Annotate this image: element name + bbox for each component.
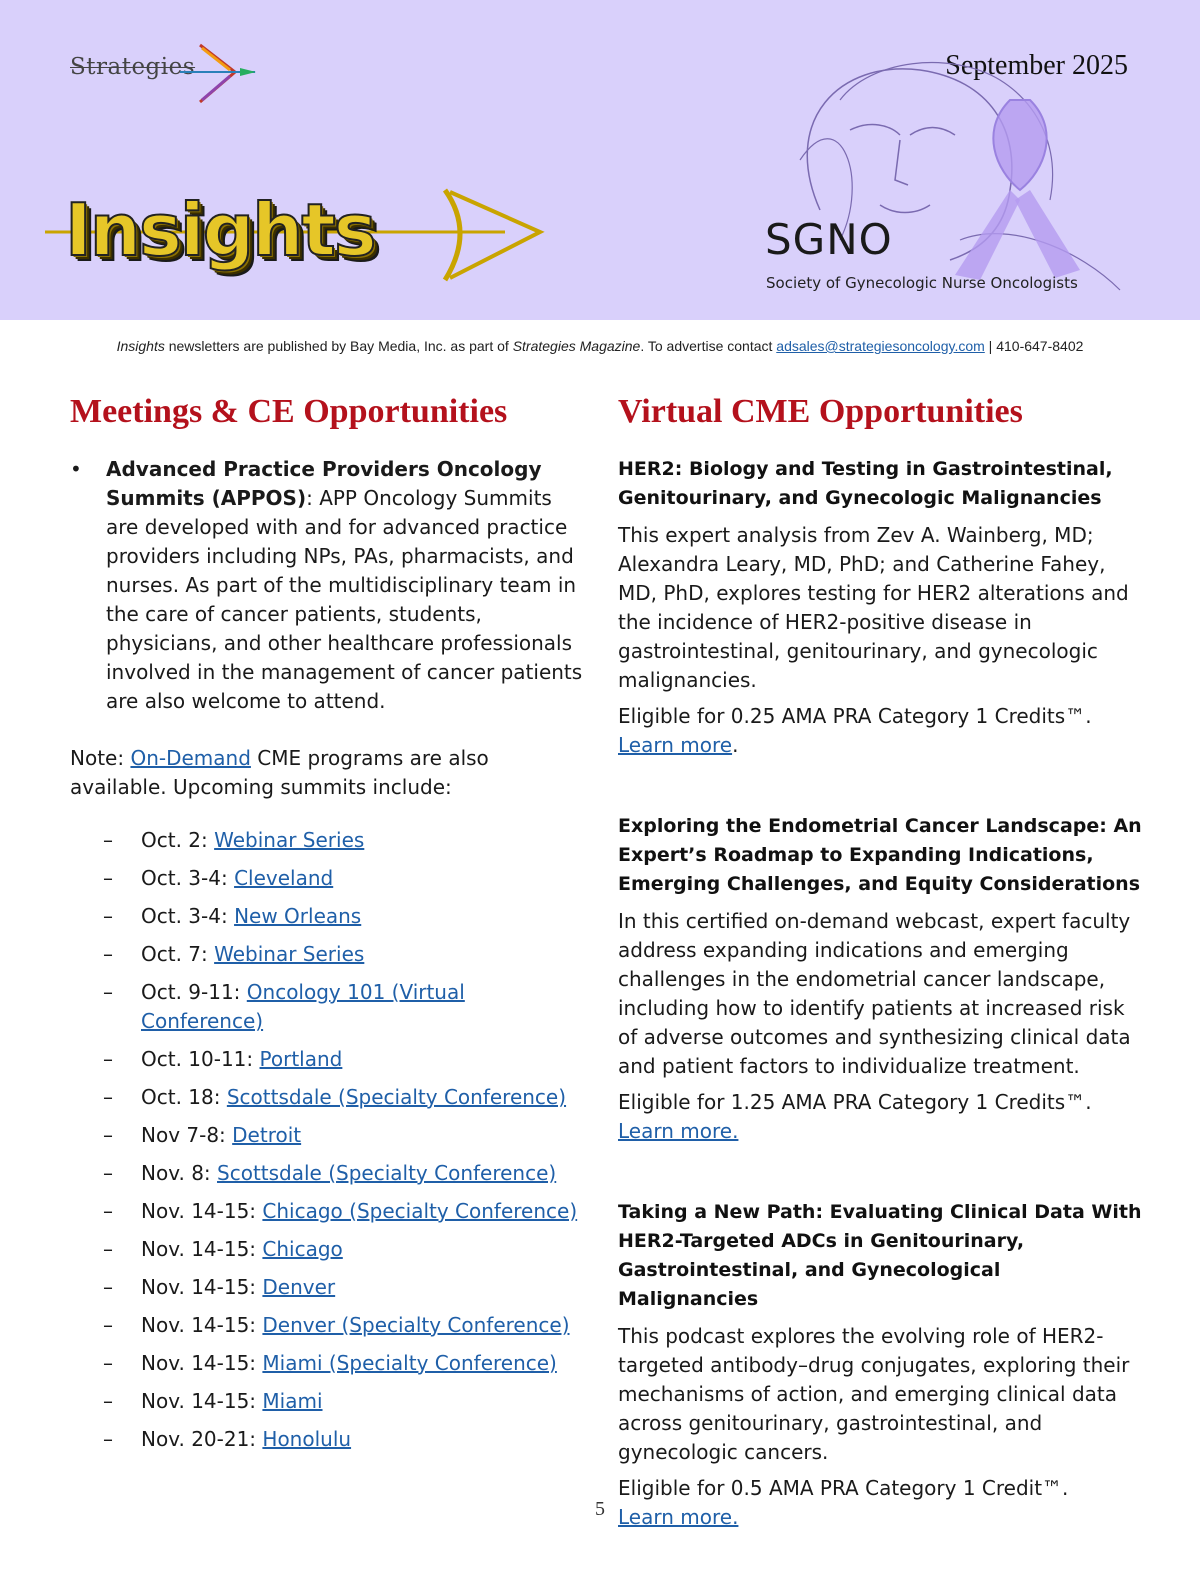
learn-more-link[interactable]: Learn more. [618,1504,739,1529]
summit-date: Nov. 14-15: [141,1388,263,1413]
publisher-magazine: Strategies Magazine [512,338,641,354]
credits-text: Eligible for 0.5 AMA PRA Category 1 Credit™. [618,1475,1069,1500]
summit-date: Nov. 14-15: [141,1312,263,1337]
summit-list-item [70,1159,585,1188]
sgno-logo-text: SGNO [765,215,893,264]
summit-date: Oct. 3-4: [141,865,235,890]
program-list [618,455,1143,1532]
summit-list-item [70,1121,585,1150]
cme-program [618,812,1143,1146]
dash-icon: – [103,1198,113,1223]
strategies-logo-text: Strategies [70,54,196,80]
summit-date: Oct. 18: [141,1084,227,1109]
summit-link[interactable]: New Orleans [234,903,362,928]
appos-title: Advanced Practice Providers Oncology Summits (APPOS) [106,456,542,510]
program-title: HER2: Biology and Testing in Gastrointestinal, Genitourinary, and Gynecologic Malignancies [618,457,1113,509]
summit-list-item [70,864,585,893]
summit-list-item [70,1083,585,1112]
summit-link[interactable]: Miami (Specialty Conference) [262,1350,557,1375]
summit-date: Oct. 2: [141,827,215,852]
newsletter-header [0,0,1200,320]
publisher-line [0,338,1200,354]
summit-list-item [70,826,585,855]
summit-list-item [70,1235,585,1264]
publisher-text-1: newsletters are published by Bay Media, Inc. as part of [164,338,513,354]
summit-date: Nov. 8: [141,1160,218,1185]
summit-date: Oct. 10-11: [141,1046,260,1071]
summit-link[interactable]: Denver (Specialty Conference) [262,1312,570,1337]
learn-more-link[interactable]: Learn more. [618,1118,739,1143]
sgno-full-name: Society of Gynecologic Nurse Oncologists [766,274,1078,292]
link-suffix: . [732,732,739,757]
dash-icon: – [103,1274,113,1299]
program-title: Exploring the Endometrial Cancer Landscape: An Expert’s Roadmap to Expanding Indications, Emerging Challenges, and Equity Considerations [618,814,1142,895]
dash-icon: – [103,1084,113,1109]
dash-icon: – [103,979,113,1004]
virtual-cme-column [618,392,1143,1584]
dash-icon: – [103,1122,113,1147]
strategies-arrow-icon [180,40,260,110]
dash-icon: – [103,1046,113,1071]
program-credits [618,702,1143,760]
summits-list [70,826,585,1454]
publisher-text-3: | 410-647-8402 [984,338,1084,354]
summit-link[interactable]: Portland [259,1046,343,1071]
summit-list-item [70,1273,585,1302]
summit-date: Nov. 14-15: [141,1236,263,1261]
dash-icon: – [103,1160,113,1185]
summit-link[interactable]: Honolulu [262,1426,352,1451]
summit-link[interactable]: Oncology 101 (Virtual Conference) [141,979,465,1033]
note-prefix: Note: [70,745,131,770]
dash-icon: – [103,1350,113,1375]
summit-link[interactable]: Chicago (Specialty Conference) [262,1198,578,1223]
publisher-italic-name: Insights [116,338,165,354]
summit-list-item [70,1311,585,1340]
meetings-heading: Meetings & CE Opportunities [70,393,508,430]
dash-icon: – [103,941,113,966]
summit-date: Nov. 14-15: [141,1198,263,1223]
program-title: Taking a New Path: Evaluating Clinical Data With HER2-Targeted ADCs in Genitourinary, Gastrointestinal, and Gynecological Malignancies [618,1200,1142,1310]
summit-list-item [70,902,585,931]
program-description: In this certified on-demand webcast, expert faculty address expanding indications and emerging challenges in the endometrial cancer landscape, including how to identify patients at increased risk of adverse outcomes and synthesizing clinical data and patient factors to individualize treatment. [618,908,1131,1078]
dash-icon: – [103,903,113,928]
appos-paragraph [70,455,585,716]
bullet-icon: • [70,456,82,481]
meetings-column [70,392,585,1463]
insights-logo [45,180,545,300]
publisher-text-2: . To advertise contact [640,338,777,354]
program-description: This expert analysis from Zev A. Wainberg, MD; Alexandra Leary, MD, PhD; and Catherine Fahey, MD, PhD, explores testing for HER2 alterations and the incidence of HER2-positive disease in gastrointestinal, genitourinary, and gynecologic malignancies. [618,522,1129,692]
page-number: 5 [595,1498,605,1520]
summit-date: Oct. 9-11: [141,979,247,1004]
dash-icon: – [103,1426,113,1451]
summit-date: Oct. 3-4: [141,903,235,928]
summit-link[interactable]: Chicago [262,1236,343,1261]
dash-icon: – [103,1236,113,1261]
summit-date: Nov. 20-21: [141,1426,263,1451]
summit-date: Nov. 14-15: [141,1274,263,1299]
cme-program [618,1198,1143,1532]
summit-list-item [70,978,585,1036]
summit-link[interactable]: Miami [262,1388,323,1413]
summit-list-item [70,1197,585,1226]
dash-icon: – [103,1388,113,1413]
credits-text: Eligible for 1.25 AMA PRA Category 1 Credits™. [618,1089,1092,1114]
summit-link[interactable]: Scottsdale (Specialty Conference) [217,1160,557,1185]
learn-more-link[interactable]: Learn more [618,732,733,757]
cme-program [618,455,1143,760]
credits-text: Eligible for 0.25 AMA PRA Category 1 Credits™. [618,703,1092,728]
note-suffix: CME programs are also available. Upcoming summits include: [70,745,489,799]
virtual-cme-heading: Virtual CME Opportunities [618,393,1023,430]
summit-date: Oct. 7: [141,941,215,966]
summit-list-item [70,1425,585,1454]
summit-link[interactable]: Denver [262,1274,336,1299]
program-description: This podcast explores the evolving role of HER2-targeted antibody–drug conjugates, exploring their mechanisms of action, and emerging clinical data across genitourinary, gastrointestinal, and gynecologic cancers. [618,1323,1130,1464]
summit-link[interactable]: Scottsdale (Specialty Conference) [226,1084,567,1109]
summit-list-item [70,1349,585,1378]
summit-list-item [70,1387,585,1416]
summit-list-item [70,1045,585,1074]
advertise-email-link[interactable]: adsales@strategiesoncology.com [776,338,985,354]
dash-icon: – [103,1312,113,1337]
summit-list-item [70,940,585,969]
issue-date: September 2025 [945,50,1128,81]
summit-date: Nov 7-8: [141,1122,233,1147]
dash-icon: – [103,827,113,852]
dash-icon: – [103,865,113,890]
summit-link[interactable]: Webinar Series [214,941,365,966]
on-demand-link[interactable]: On-Demand [130,745,251,770]
summit-link[interactable]: Webinar Series [214,827,365,852]
strategies-logo [70,40,260,110]
insights-logo-text: Insights [65,188,375,272]
summit-date: Nov. 14-15: [141,1350,263,1375]
on-demand-note [70,744,585,802]
summit-link[interactable]: Cleveland [234,865,334,890]
program-credits [618,1088,1143,1146]
appos-body: : APP Oncology Summits are developed with and for advanced practice providers including NPs, PAs, pharmacists, and nurses. As part of the multidisciplinary team in the care of cancer patients, students, physicians, and other healthcare professionals involved in the management of cancer patients are also welcome to attend. [106,485,583,713]
summit-link[interactable]: Detroit [232,1122,302,1147]
